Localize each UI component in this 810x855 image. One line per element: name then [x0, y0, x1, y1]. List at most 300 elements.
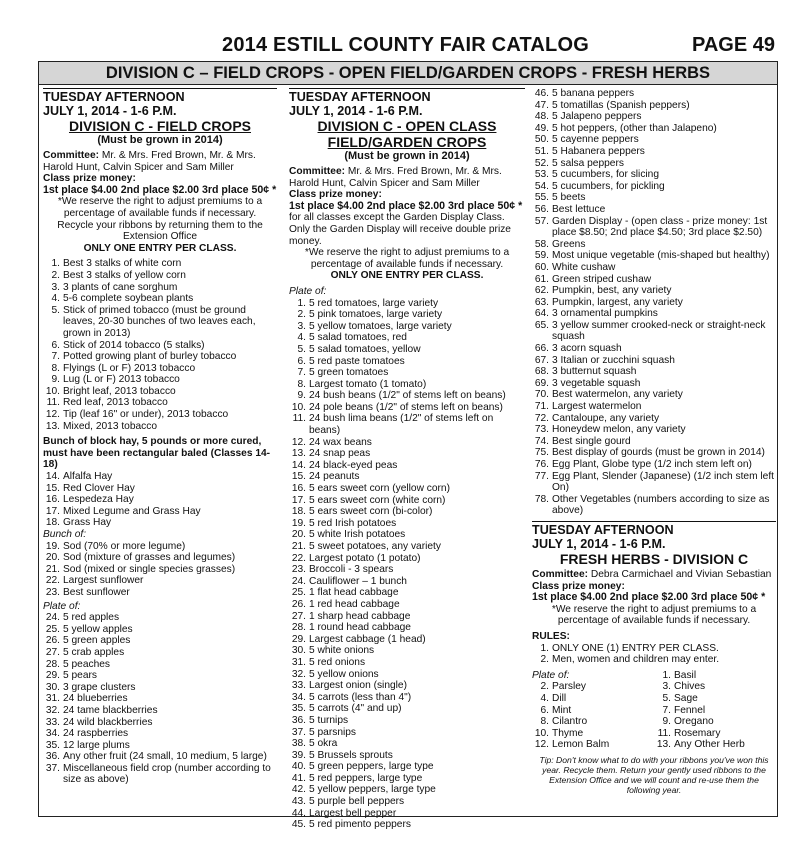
- item-number: 7.: [51, 351, 60, 363]
- item-number: 21.: [45, 563, 60, 575]
- date-heading: JULY 1, 2014 - 1-6 P.M.: [532, 536, 666, 551]
- list-item: [43, 494, 277, 506]
- item-text: Potted growing plant of burley tobacco: [63, 351, 237, 363]
- list-item: [289, 611, 525, 623]
- item-text: Largest potato (1 potato): [309, 552, 421, 564]
- item-text: Garden Display - (open class - prize money: 1st place $8.50; 2nd place $4.50; 3rd place $2.50): [552, 215, 768, 239]
- item-number: 12.: [534, 739, 549, 751]
- list-item: [43, 483, 277, 495]
- item-text: Pumpkin, best, any variety: [552, 285, 672, 297]
- list-item: [43, 670, 277, 682]
- one-entry-note: ONLY ONE ENTRY PER CLASS.: [330, 270, 484, 282]
- committee: Committee: Mr. & Mrs. Fred Brown, Mr. & Mrs. Harold Hunt, Calvin Spicer and Sam Miller: [289, 166, 502, 189]
- item-text: Lemon Balm: [552, 739, 610, 751]
- item-text: Largest bell pepper: [309, 807, 397, 819]
- item-number: 25.: [291, 587, 306, 599]
- item-number: 67.: [534, 354, 549, 366]
- herb-list: [532, 681, 654, 751]
- list-item: [654, 716, 776, 728]
- item-number: 6.: [297, 355, 306, 367]
- list-item: [43, 659, 277, 671]
- item-text: 5 red onions: [309, 656, 366, 668]
- list-item: [43, 728, 277, 740]
- division-banner: DIVISION C – FIELD CROPS - OPEN FIELD/GARDEN CROPS - FRESH HERBS: [39, 62, 777, 85]
- item-text: 3 butternut squash: [552, 366, 637, 378]
- item-number: 16.: [291, 483, 306, 495]
- item-text: 5 salsa peppers: [552, 157, 624, 169]
- division-title: DIVISION C - FIELD CROPS: [68, 118, 251, 134]
- item-text: 5 Jalapeno peppers: [552, 111, 642, 123]
- column-open-class: [289, 88, 525, 831]
- item-number: 1.: [540, 642, 549, 654]
- list-item: [532, 308, 776, 320]
- item-text: Largest sunflower: [63, 575, 144, 587]
- prize-label: Class prize money:: [289, 189, 382, 201]
- list-item: [289, 529, 525, 541]
- item-text: 5 salad tomatoes, yellow: [309, 343, 421, 355]
- list-item: [532, 216, 776, 239]
- item-number: 55.: [534, 192, 549, 204]
- item-text: 5 pink tomatoes, large variety: [309, 309, 443, 321]
- committee: Committee: Debra Carmichael and Vivian Sebastian: [532, 568, 772, 580]
- list-item: [532, 728, 654, 740]
- item-number: 9.: [51, 374, 60, 386]
- item-number: 13.: [656, 739, 671, 751]
- item-text: 24 snap peas: [309, 448, 371, 460]
- list-item: [289, 321, 525, 333]
- item-number: 38.: [291, 738, 306, 750]
- list-item: [289, 773, 525, 785]
- item-text: 5 cayenne peppers: [552, 134, 639, 146]
- list-item: [43, 552, 277, 564]
- item-number: 32.: [291, 668, 306, 680]
- list-item: [289, 669, 525, 681]
- list-item: [532, 681, 654, 693]
- item-text: 24 wax beans: [309, 436, 372, 448]
- item-list: [43, 258, 277, 432]
- list-item: [43, 682, 277, 694]
- bunch-of-label: Bunch of:: [43, 529, 87, 540]
- list-item: [43, 374, 277, 386]
- list-item: [532, 123, 776, 135]
- item-number: 58.: [534, 238, 549, 250]
- list-item: [654, 705, 776, 717]
- item-number: 53.: [534, 169, 549, 181]
- list-item: [43, 351, 277, 363]
- item-text: 24 bush beans (1/2" of stems left on beans): [309, 390, 506, 402]
- list-item: [289, 541, 525, 553]
- list-item: [43, 386, 277, 398]
- item-text: ONLY ONE (1) ENTRY PER CLASS.: [552, 642, 719, 654]
- prize-money: 1st place $4.00 2nd place $2.00 3rd place 50¢ *: [43, 183, 277, 196]
- item-text: Egg Plant, Slender (Japanese) (1/2 inch stem left On): [552, 470, 774, 494]
- one-entry-note: ONLY ONE ENTRY PER CLASS.: [83, 242, 237, 254]
- item-text: 24 raspberries: [63, 728, 129, 740]
- item-text: 3 plants of cane sorghum: [63, 281, 178, 293]
- list-item: [532, 447, 776, 459]
- item-text: 5 purple bell peppers: [309, 796, 405, 808]
- list-item: [532, 134, 776, 146]
- list-item: [289, 622, 525, 634]
- item-number: 11.: [46, 397, 60, 409]
- prize-money: 1st place $4.00 2nd place $2.00 3rd place 50¢ *: [289, 199, 523, 212]
- item-number: 47.: [534, 99, 549, 111]
- item-text: Greens: [552, 238, 586, 250]
- item-number: 41.: [291, 772, 306, 784]
- item-number: 28.: [45, 658, 60, 670]
- item-text: 5 ears sweet corn (white corn): [309, 494, 446, 506]
- item-number: 27.: [291, 610, 306, 622]
- item-text: 5 red peppers, large type: [309, 772, 423, 784]
- item-text: Cantaloupe, any variety: [552, 412, 660, 424]
- list-item: [289, 356, 525, 368]
- item-number: 57.: [534, 215, 549, 227]
- column-continued-herbs: [532, 88, 776, 795]
- item-number: 39.: [291, 749, 306, 761]
- plate-of-label: Plate of:: [289, 285, 327, 297]
- item-number: 30.: [291, 645, 306, 657]
- item-text: 5 carrots (less than 4"): [309, 691, 412, 703]
- item-number: 23.: [291, 564, 306, 576]
- item-text: Largest cabbage (1 head): [309, 633, 426, 645]
- list-item: [532, 274, 776, 286]
- item-number: 9.: [297, 390, 306, 402]
- item-text: 5 sweet potatoes, any variety: [309, 541, 441, 552]
- item-text: Tip (leaf 16" or under), 2013 tobacco: [63, 409, 229, 421]
- list-item: [43, 471, 277, 483]
- item-text: 5 Habanera peppers: [552, 145, 645, 157]
- item-number: 4.: [297, 332, 306, 344]
- item-text: Basil: [674, 669, 697, 681]
- item-number: 59.: [534, 250, 549, 262]
- item-text: Miscellaneous field crop (number according to size as above): [63, 762, 271, 786]
- item-number: 5.: [662, 692, 671, 704]
- item-number: 22.: [45, 575, 60, 587]
- item-text: Thyme: [552, 727, 584, 739]
- item-text: 5 yellow onions: [309, 668, 379, 680]
- herb-list: [654, 670, 776, 751]
- item-number: 20.: [291, 529, 306, 541]
- item-text: 3 yellow summer crooked-neck or straight-neck squash: [552, 319, 766, 343]
- item-text: Stick of 2014 tobacco (5 stalks): [63, 339, 205, 351]
- list-item: [289, 413, 525, 436]
- list-item: [532, 654, 776, 666]
- item-number: 76.: [534, 459, 549, 470]
- list-item: [43, 409, 277, 421]
- list-item: [289, 692, 525, 704]
- item-text: 5 green apples: [63, 635, 131, 647]
- list-item: [532, 239, 776, 251]
- item-text: 5 red Irish potatoes: [309, 517, 397, 529]
- item-number: 10.: [45, 385, 60, 397]
- list-item: [289, 750, 525, 762]
- item-text: 5 yellow tomatoes, large variety: [309, 320, 452, 332]
- item-number: 34.: [291, 691, 306, 703]
- prize-money: 1st place $4.00 2nd place $2.00 3rd place 50¢ *: [532, 591, 766, 604]
- day-heading: TUESDAY AFTERNOON: [43, 90, 185, 104]
- item-text: Red leaf, 2013 tobacco: [63, 397, 168, 409]
- item-number: 72.: [534, 412, 549, 424]
- item-text: Rosemary: [674, 727, 721, 739]
- list-item: [43, 305, 277, 340]
- item-number: 2.: [51, 269, 60, 281]
- item-number: 70.: [534, 389, 549, 401]
- item-text: 1 red head cabbage: [309, 598, 400, 610]
- item-text: Broccoli - 3 spears: [309, 564, 394, 576]
- list-item: [43, 717, 277, 729]
- reserve-note: *We reserve the right to adjust premiums to a percentage of available funds if necessary.: [551, 603, 757, 627]
- item-text: Sage: [674, 692, 698, 704]
- rules-label: RULES:: [532, 630, 570, 642]
- list-item: [532, 705, 654, 717]
- list-item: [532, 693, 654, 705]
- item-number: 33.: [45, 716, 60, 728]
- item-number: 5.: [51, 304, 60, 316]
- item-text: Cilantro: [552, 716, 588, 728]
- item-text: 5 red tomatoes, large variety: [309, 297, 439, 309]
- item-number: 31.: [45, 693, 60, 705]
- list-item: [43, 575, 277, 587]
- item-text: Men, women and children may enter.: [552, 654, 720, 666]
- date-heading: JULY 1, 2014 - 1-6 P.M.: [43, 104, 177, 118]
- page-number: PAGE 49: [692, 34, 775, 56]
- list-item: [289, 784, 525, 796]
- list-item: [289, 448, 525, 460]
- item-number: 29.: [45, 670, 60, 682]
- item-number: 68.: [534, 366, 549, 378]
- list-item: [289, 564, 525, 576]
- item-text: 12 large plums: [63, 739, 130, 751]
- item-number: 64.: [534, 308, 549, 320]
- item-number: 15.: [45, 482, 60, 494]
- item-number: 75.: [534, 447, 549, 459]
- list-item: [532, 297, 776, 309]
- list-item: [43, 647, 277, 659]
- reserve-note: *We reserve the right to adjust premiums to a percentage of available funds if necessary.: [304, 247, 510, 270]
- list-item: [289, 657, 525, 669]
- list-item: [532, 494, 776, 517]
- list-item: [289, 506, 525, 518]
- list-item: [532, 424, 776, 436]
- item-number: 3.: [51, 281, 60, 293]
- list-item: [43, 624, 277, 636]
- item-text: 24 bush lima beans (1/2" of stems left on beans): [309, 413, 494, 437]
- item-text: 5 white onions: [309, 645, 375, 657]
- item-number: 65.: [534, 319, 549, 331]
- list-item: [532, 320, 776, 343]
- item-number: 63.: [534, 296, 549, 308]
- item-text: Best sunflower: [63, 586, 130, 598]
- prize-label: Class prize money:: [43, 173, 136, 185]
- item-number: 61.: [534, 273, 549, 285]
- list-item: [289, 379, 525, 391]
- item-number: 17.: [291, 494, 306, 506]
- list-item: [43, 517, 277, 529]
- list-item: [289, 680, 525, 692]
- item-text: 5 hot peppers, (other than Jalapeno): [552, 122, 717, 134]
- list-item: [654, 739, 776, 751]
- list-item: [654, 728, 776, 740]
- list-item: [654, 681, 776, 693]
- item-number: 8.: [297, 378, 306, 390]
- item-text: Pumpkin, largest, any variety: [552, 296, 683, 308]
- item-number: 51.: [534, 145, 549, 157]
- list-item: [532, 169, 776, 181]
- list-item: [43, 397, 277, 409]
- item-text: 1 sharp head cabbage: [309, 610, 411, 622]
- item-text: Parsley: [552, 681, 586, 693]
- item-number: 29.: [291, 633, 306, 645]
- item-number: 8.: [540, 716, 549, 728]
- item-number: 73.: [534, 424, 549, 436]
- item-text: 3 ornamental pumpkins: [552, 308, 658, 320]
- item-text: Dill: [552, 692, 567, 704]
- item-number: 10.: [291, 401, 306, 413]
- item-text: 5 ears sweet corn (bi-color): [309, 506, 433, 518]
- herbs-grid: [532, 670, 776, 751]
- item-number: 2.: [540, 681, 549, 693]
- list-item: [43, 270, 277, 282]
- item-number: 4.: [540, 692, 549, 704]
- day-heading: TUESDAY AFTERNOON: [289, 90, 431, 104]
- item-text: 24 pole beans (1/2" of stems left on beans): [309, 401, 503, 413]
- list-item: [43, 421, 277, 433]
- item-number: 18.: [45, 517, 60, 529]
- divider: [532, 521, 776, 522]
- item-text: 5 crab apples: [63, 646, 125, 658]
- item-text: Stick of primed tobacco (must be ground leaves, 20-30 bunches of two leaves each, grown in 2013): [63, 304, 256, 339]
- item-number: 28.: [291, 622, 306, 634]
- item-text: 5 red apples: [63, 612, 120, 624]
- list-item: [289, 587, 525, 599]
- item-number: 1.: [662, 669, 671, 681]
- item-text: Red Clover Hay: [63, 482, 135, 494]
- item-text: 5 okra: [309, 738, 338, 750]
- item-text: 5 Brussels sprouts: [309, 749, 393, 761]
- item-text: Any other fruit (24 small, 10 medium, 5 large): [63, 751, 267, 763]
- item-number: 33.: [291, 680, 306, 692]
- item-text: 5 green peppers, large type: [309, 761, 434, 773]
- division-subtitle: FIELD/GARDEN CROPS: [327, 134, 487, 150]
- list-item: [43, 506, 277, 518]
- grown-note: (Must be grown in 2014): [344, 150, 470, 162]
- item-number: 37.: [291, 726, 306, 738]
- list-item: [289, 553, 525, 565]
- item-number: 12.: [45, 409, 60, 421]
- item-text: Bright leaf, 2013 tobacco: [63, 385, 176, 397]
- item-number: 56.: [534, 203, 549, 215]
- list-item: [532, 343, 776, 355]
- item-text: Sod (mixed or single species grasses): [63, 563, 236, 575]
- item-number: 16.: [45, 494, 60, 506]
- list-item: [289, 518, 525, 530]
- list-item: [532, 471, 776, 494]
- rules-list: [532, 643, 776, 666]
- item-text: 3 vegetable squash: [552, 377, 641, 389]
- item-number: 4.: [51, 293, 60, 305]
- item-text: Honeydew melon, any variety: [552, 424, 686, 436]
- list-item: [532, 643, 776, 655]
- reserve-note: *We reserve the right to adjust premiums to a percentage of available funds if necessary.: [57, 196, 263, 219]
- item-text: Any Other Herb: [674, 739, 745, 751]
- item-text: 5-6 complete soybean plants: [63, 293, 194, 305]
- plate-of-label: Plate of:: [532, 669, 570, 681]
- item-number: 24.: [45, 612, 60, 624]
- item-text: Chives: [674, 681, 706, 693]
- item-number: 6.: [540, 704, 549, 716]
- list-item: [532, 285, 776, 297]
- list-item: [289, 460, 525, 472]
- list-item: [289, 796, 525, 808]
- item-number: 9.: [662, 716, 671, 728]
- list-item: [43, 363, 277, 375]
- list-item: [289, 727, 525, 739]
- list-item: [532, 100, 776, 112]
- item-number: 25.: [45, 623, 60, 635]
- item-number: 26.: [291, 598, 306, 610]
- list-item: [43, 564, 277, 576]
- item-text: 3 Italian or zucchini squash: [552, 354, 675, 366]
- list-item: [289, 645, 525, 657]
- list-item: [532, 378, 776, 390]
- item-text: Largest onion (single): [309, 680, 407, 692]
- item-text: Lespedeza Hay: [63, 494, 134, 506]
- item-text: Best display of gourds (must be grown in 2014): [552, 447, 765, 459]
- list-item: [532, 436, 776, 448]
- item-text: White cushaw: [552, 261, 616, 273]
- list-item: [289, 332, 525, 344]
- hay-heading: Bunch of block hay, 5 pounds or more cured, must have been rectangular baled (Classes 14-18): [43, 436, 271, 471]
- item-text: Oregano: [674, 716, 714, 728]
- item-text: 5 banana peppers: [552, 88, 635, 99]
- item-text: 5 pears: [63, 670, 97, 682]
- item-text: Alfalfa Hay: [63, 471, 113, 483]
- item-number: 2.: [540, 654, 549, 666]
- item-number: 71.: [534, 401, 549, 413]
- division-title: FRESH HERBS - DIVISION C: [559, 550, 749, 567]
- list-item: [289, 495, 525, 507]
- item-number: 5.: [297, 343, 306, 355]
- item-text: Best single gourd: [552, 435, 631, 447]
- item-number: 43.: [291, 796, 306, 808]
- item-number: 60.: [534, 261, 549, 273]
- list-item: [532, 158, 776, 170]
- list-item: [654, 670, 776, 682]
- list-item: [289, 808, 525, 820]
- ribbon-tip: Tip: Don't know what to do with your ribbons you've won this year. Recycle them. Return your gently used ribbons to the Extension Office and we will count and re-use them the following year.: [539, 754, 769, 795]
- grown-note: (Must be grown in 2014): [97, 134, 223, 146]
- item-number: 69.: [534, 377, 549, 389]
- item-number: 52.: [534, 157, 549, 169]
- item-number: 1.: [51, 258, 60, 270]
- item-number: 40.: [291, 761, 306, 773]
- item-number: 15.: [291, 471, 306, 483]
- list-item: [43, 340, 277, 352]
- item-number: 36.: [45, 751, 60, 763]
- item-number: 31.: [291, 656, 306, 668]
- item-number: 14.: [45, 471, 60, 483]
- list-item: [289, 819, 525, 831]
- item-text: Other Vegetables (numbers according to size as above): [552, 493, 770, 517]
- item-text: Lug (L or F) 2013 tobacco: [63, 374, 180, 386]
- item-text: 24 blueberries: [63, 693, 128, 705]
- item-number: 3.: [297, 320, 306, 332]
- item-text: Mixed, 2013 tobacco: [63, 420, 158, 432]
- item-number: 14.: [291, 459, 306, 471]
- divider: [43, 88, 277, 89]
- list-item: [43, 740, 277, 752]
- item-text: Sod (mixture of grasses and legumes): [63, 552, 236, 564]
